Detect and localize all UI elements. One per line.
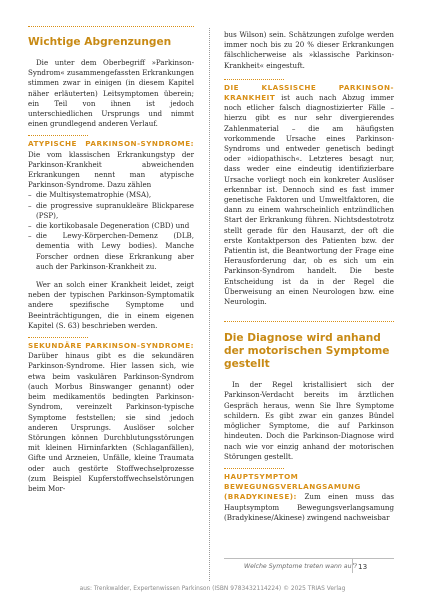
running-title: Welche Symptome treten wann auf? <box>243 563 357 570</box>
subheading-rule <box>224 79 284 80</box>
list-item: – die kortikobasale Degeneration (CBD) und <box>28 221 194 231</box>
right-column <box>224 0 394 523</box>
page-number: 13 <box>358 562 368 571</box>
atypical-text: Die vom klassischen Erkrankungstyp der Parkinson-Krankheit abweichenden Erkrankungen nennt man atypische Parkinson-Syndrome. Dazu zählen <box>28 149 194 190</box>
section-heading-abgrenzungen: Wichtige Abgrenzungen <box>28 36 172 48</box>
atypical-list <box>28 190 194 272</box>
section-heading-diagnose: Die Diagnose wird anhand der motorischen Symptome gestellt <box>224 332 390 371</box>
hauptsymptom-label: HAUPTSYMPTOM BEWEGUNGSVERLANGSAMUNG (BRADYKINESE): <box>224 471 361 502</box>
secondary-label: SEKUNDÄRE PARKINSON-SYNDROME: <box>28 341 194 351</box>
footer-rule <box>224 558 394 559</box>
list-item: – die Multisystematrophie (MSA), <box>28 190 194 200</box>
left-column <box>28 0 194 494</box>
classic-text: ist auch nach Abzug immer noch etlicher falsch diagnostizierter Fälle – hierzu gibt es nur sehr divergierendes Zahlenmaterial – die am häufigsten vorkommende Ursache eines Parkinson-Syndroms und entweder genetisch bedingt oder »idiopathisch«. Letzteres besagt nur, dass weder eine eindeutig identifizierbare Ursache vorliegt noch ein konkreter Auslöser erkennbar ist. Dennoch sind es fast immer genetische Faktoren und Umweltfaktoren, die dann zu einem wahrscheinlich entzündlichen Start der Erkrankung führen. Nichtsdestotrotz stellt gerade für den Hausarzt, der oft die erste Kontaktperson des Patienten bzw. der Patientin ist, die Beantwortung der Frage eine Herausforderung dar, ob es sich um ein Parkinson-Syndrom handelt. Die beste Entscheidung ist da in der Regel die Überweisung an einen Neurologen bzw. eine Neurologin. <box>224 93 394 307</box>
diagnosis-paragraph: In der Regel kristallisiert sich der Parkinson-Verdacht bereits im ärztlichen Gespräch heraus, wenn Sie Ihre Symptome schildern. Es gibt zwar ein ganzes Bündel möglicher Symptome, die auf Parkinson hindeuten. Doch die Parkinson-Diagnose wird nach wie vor einzig anhand der motorischen Störungen gestellt. <box>224 380 394 461</box>
page-number-divider <box>352 559 353 573</box>
hauptsymptom-paragraph <box>224 472 394 523</box>
continuation-paragraph: bus Wilson) sein. Schätzungen zufolge werden immer noch bis zu 20 % dieser Erkrankungen fälschlicherweise als »klassische Parkinson-Krankheit« eingestuft. <box>224 30 394 70</box>
secondary-text: Darüber hinaus gibt es die sekundären Parkinson-Syndrome. Hier lassen sich, wie etwa beim vaskulären Parkinson-Syndrom (auch Morbus Binswanger genannt) oder beim medikamentös bedingten Parkinson-Syndrom, vereinzelt Parkinson-typische Symptome feststellen; sie sind jedoch anderen Ursprungs. Auslöser solcher Störungen können Durchblutungsstörungen mit kleinen Hirninfarkten (Schlaganfällen), Gifte und Arzneien, Unfälle, kleine Traumata oder auch gestörte Stoffwechselprozesse (zum Beispiel Kupferstoffwechselstörungen beim Mor- <box>28 351 194 493</box>
classic-paragraph <box>224 83 394 307</box>
list-item: – die Lewy-Körperchen-Demenz (DLB, dementia with Lewy bodies). Manche Forscher ordnen diese Erkrankung aber auch der Parkinson-Krankheit zu. <box>28 231 194 272</box>
subheading-rule <box>28 135 88 136</box>
copyright-notice: aus: Trenkwalder, Expertenwissen Parkinson (ISBN 9783432114224) © 2025 TRIAS Verlag <box>79 586 346 592</box>
atypical-paragraph <box>28 139 194 190</box>
column-divider <box>209 28 210 581</box>
atypical-label: ATYPISCHE PARKINSON-SYNDROME: <box>28 139 194 149</box>
subheading-rule <box>28 337 88 338</box>
heading-rule-top <box>224 321 394 322</box>
intro-paragraph: Die unter dem Oberbegriff »Parkinson-Syndrom« zusammengefassten Erkrankungen stimmen zwar in einigen (in diesem Kapitel näher erläuterten) Leitsymptomen überein; ein Teil von ihnen ist jedoch unterschiedlichen Ursprungs und nimmt einen grundlegend anderen Verlauf. <box>28 58 194 129</box>
list-item: – die progressive supranukleäre Blickparese (PSP), <box>28 201 194 221</box>
after-list-paragraph: Wer an solch einer Krankheit leidet, zeigt neben der typischen Parkinson-Symptomatik andere spezifische Symptome und Beeinträchtigungen, die in einem eigenen Kapitel (S. 63) beschrieben werden. <box>28 280 194 330</box>
secondary-paragraph <box>28 341 194 494</box>
classic-label: DIE KLASSISCHE PARKINSON-KRANKHEIT <box>224 82 394 103</box>
heading-rule-top <box>28 26 194 27</box>
hauptsymptom-text: Zum einen muss das Hauptsymptom Bewegungsverlangsamung (Bradykinese/Akinese) zwingend nachweisbar <box>224 492 394 522</box>
subheading-rule <box>224 468 284 469</box>
